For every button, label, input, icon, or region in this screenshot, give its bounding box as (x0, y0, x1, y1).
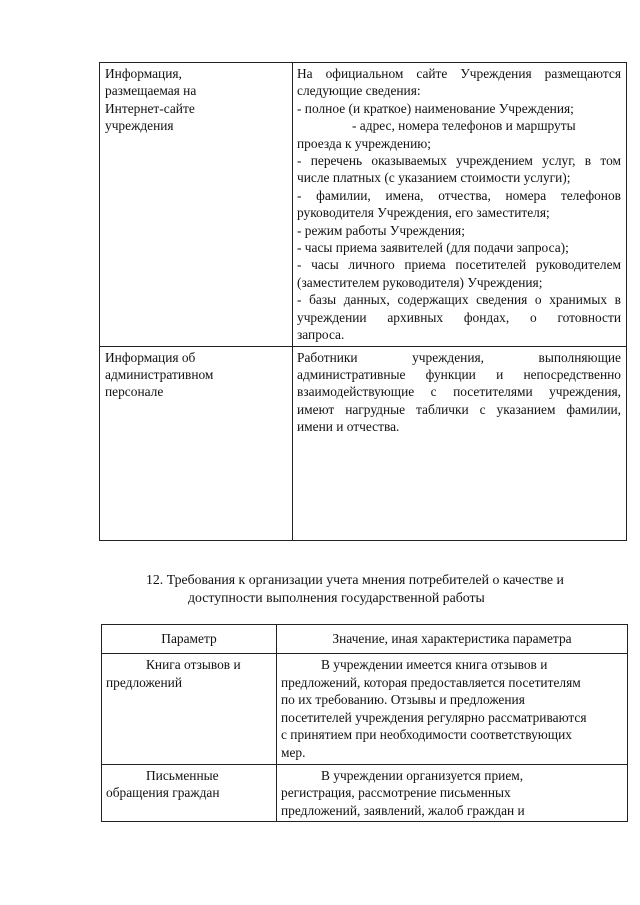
label-line: учреждения (105, 118, 174, 134)
value-line: предложений, которая предоставляется посетителям (281, 674, 581, 690)
value-line: проезда к учреждению; (297, 135, 431, 151)
row-value-cell (277, 654, 628, 765)
value-line: имени и отчества. (297, 419, 400, 435)
row-label-cell (102, 654, 277, 765)
value-line: имеют нагрудные таблички с указанием фамилии, (297, 401, 621, 417)
value-line: - фамилии, имена, отчества, номера телефонов (297, 187, 621, 203)
value-line: по их требованию. Отзывы и предложения (281, 692, 525, 708)
value-line: посетителей учреждения регулярно рассматриваются (281, 709, 587, 725)
value-line: - адрес, номера телефонов и маршруты (352, 118, 576, 134)
label-line: Письменные (146, 767, 219, 783)
section-heading-line: 12. Требования к организации учета мнения потребителей о качестве и (146, 572, 564, 587)
label-line: персонале (105, 384, 164, 400)
label-line: предложений (106, 674, 183, 690)
label-line: административном (105, 366, 214, 382)
column-header: Значение, иная характеристика параметра (277, 625, 628, 654)
row-label-cell (102, 764, 277, 822)
label-line: Информация об (105, 349, 196, 365)
value-line: В учреждении имеется книга отзывов и (321, 657, 548, 672)
label-line: Книга отзывов и (146, 657, 241, 672)
value-line: числе платных (с указанием стоимости услуги); (297, 170, 571, 186)
value-line: - часы личного приема посетителей руководителем (297, 257, 621, 273)
value-line: (заместителем руководителя) Учреждения; (297, 274, 543, 290)
value-line: следующие сведения: (297, 83, 421, 99)
value-line: - базы данных, содержащих сведения о хранимых в (297, 292, 621, 308)
value-line: - полное (и краткое) наименование Учреждения; (297, 100, 574, 116)
value-line: - перечень оказываемых учреждением услуг, в том (297, 153, 621, 169)
value-line: - режим работы Учреждения; (297, 222, 465, 238)
value-line: взаимодействующие с посетителями учреждения, (297, 384, 621, 400)
label-line: Интернет-сайте (105, 100, 195, 116)
label-line: Информация, (105, 66, 182, 81)
row-value-cell (277, 764, 628, 822)
table-row (100, 346, 627, 540)
table-row (102, 654, 628, 765)
section-heading-line: доступности выполнения государственной работы (188, 590, 485, 605)
table-row (102, 764, 628, 822)
value-line: Работники учреждения, выполняющие (297, 349, 621, 365)
value-line: предложений, заявлений, жалоб граждан и (281, 802, 525, 818)
table-row (100, 63, 627, 347)
info-table (99, 62, 627, 541)
value-line: административные функции и непосредственно (297, 366, 621, 382)
row-value-cell (293, 63, 627, 347)
value-line: мер. (281, 744, 306, 760)
value-line: запроса. (297, 327, 345, 343)
value-line: руководителя Учреждения, его заместителя; (297, 205, 550, 221)
row-label-cell (100, 63, 293, 347)
row-label-cell (100, 346, 293, 540)
table-header-row (102, 625, 628, 654)
label-line: размещаемая на (105, 83, 197, 99)
row-value-cell (293, 346, 627, 540)
value-line: В учреждении организуется прием, (321, 767, 524, 783)
label-line: обращения граждан (106, 785, 220, 801)
feedback-table (101, 624, 628, 822)
section-heading (100, 571, 620, 607)
value-line: учреждении архивных фондах, о готовности (297, 309, 621, 325)
value-line: - часы приема заявителей (для подачи запроса); (297, 240, 569, 256)
value-line: с принятием при необходимости соответствующих (281, 727, 572, 743)
column-header: Параметр (102, 625, 277, 654)
value-line: регистрация, рассмотрение письменных (281, 785, 511, 801)
value-line: На официальном сайте Учреждения размещаются (297, 66, 621, 81)
